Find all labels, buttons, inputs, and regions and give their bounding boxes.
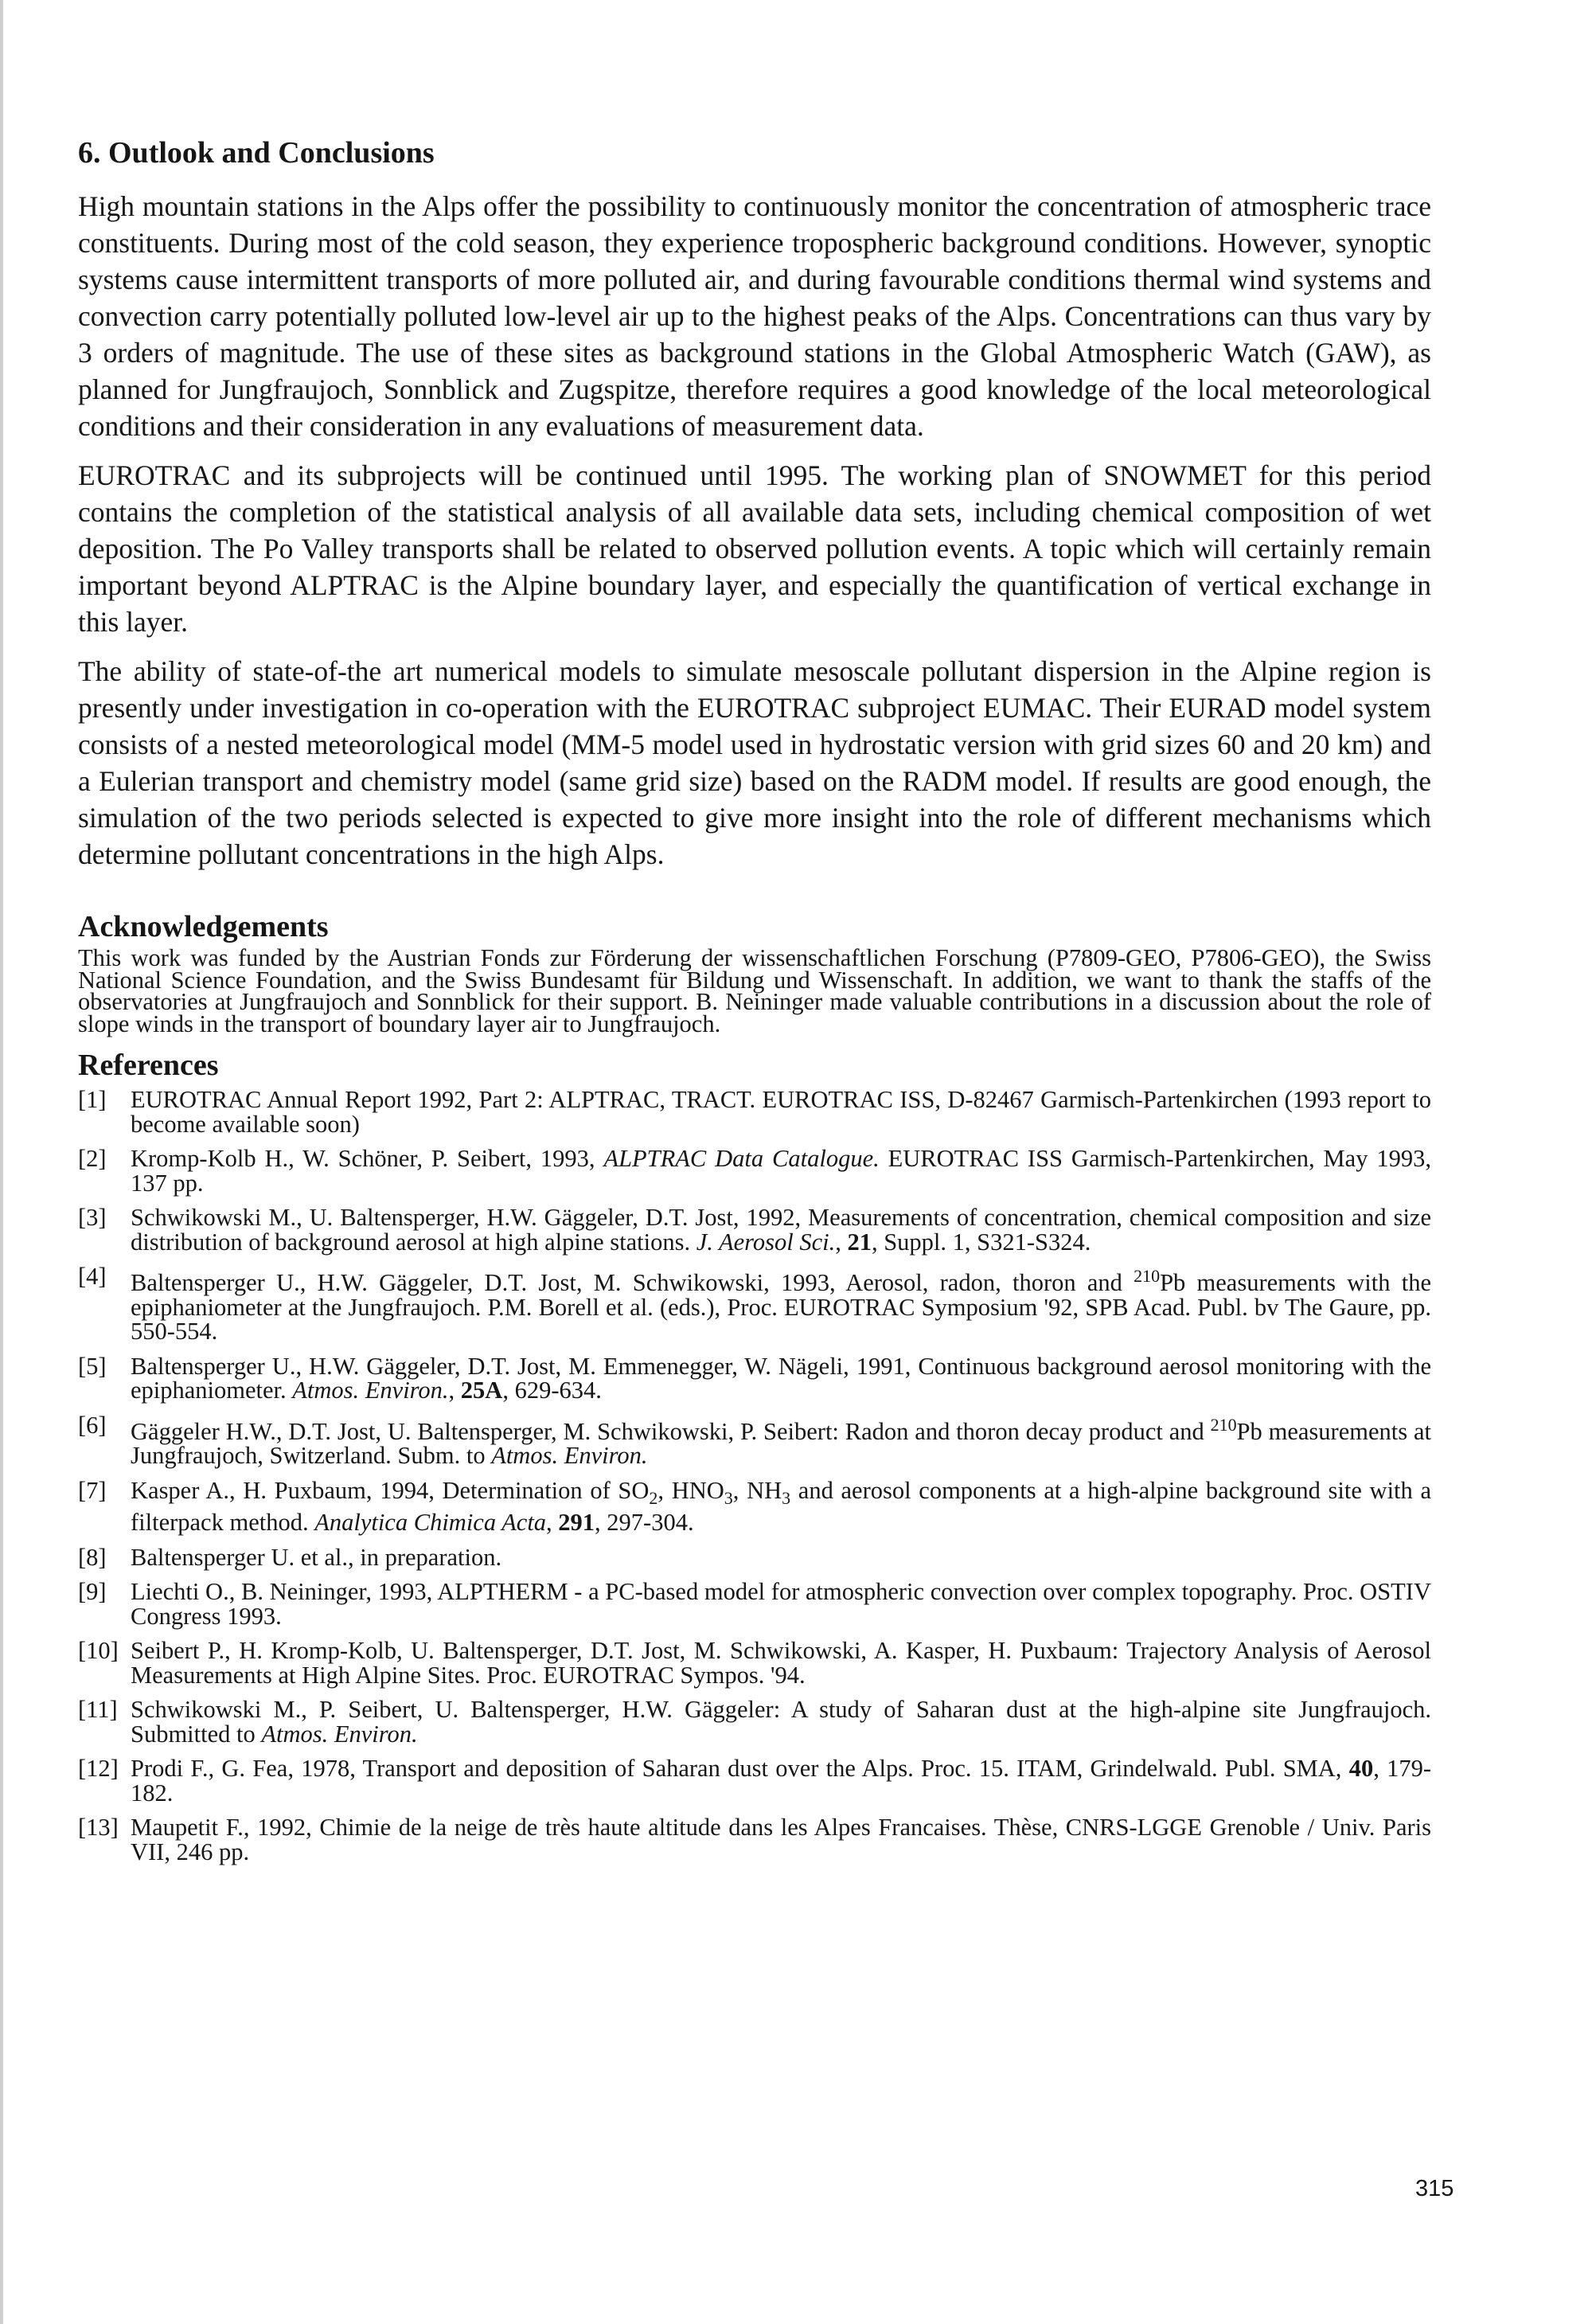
reference-item — [78, 1205, 1431, 1254]
section-heading-outlook: 6. Outlook and Conclusions — [78, 136, 435, 170]
reference-i-run: Atmos. Environ. — [261, 1720, 418, 1748]
reference-text — [131, 1637, 1431, 1689]
reference-text-run: Baltensperger U., H.W. Gäggeler, D.T. Jost, M. Emmenegger, W. Nägeli, 1991, Continuous background aerosol monitoring with the epiphaniometer. — [131, 1352, 1431, 1404]
reference-list — [78, 1088, 1431, 1864]
reference-b-run: 21 — [847, 1228, 872, 1256]
reference-number: [3] — [78, 1204, 107, 1231]
reference-text — [131, 1544, 501, 1571]
reference-text — [131, 1145, 1431, 1197]
reference-text-run: Seibert P., H. Kromp-Kolb, U. Baltensperger, D.T. Jost, M. Schwikowski, A. Kasper, H. Puxbaum: Trajectory Analysis of Aerosol Measurements at High Alpine Sites. Proc. EUROTRAC Sympos. '94. — [131, 1637, 1431, 1689]
reference-item — [78, 1815, 1431, 1864]
reference-text-run: Schwikowski M., P. Seibert, U. Baltensperger, H.W. Gäggeler: A study of Saharan dust at the high-alpine site Jungfraujoch. Submitted to — [131, 1696, 1431, 1748]
reference-text-run: , 179-182. — [131, 1755, 1431, 1806]
reference-text-run: and aerosol components at a high-alpine background site with a filterpack method. — [131, 1476, 1431, 1537]
reference-item — [78, 1639, 1431, 1687]
reference-sup-run: 210 — [1210, 1414, 1237, 1435]
reference-text-run: EUROTRAC Annual Report 1992, Part 2: ALPTRAC, TRACT. EUROTRAC ISS, D-82467 Garmisch-Partenkirchen (1993 report to become available soon) — [131, 1086, 1431, 1138]
scan-edge — [0, 0, 3, 2324]
reference-text-run: Baltensperger U., H.W. Gäggeler, D.T. Jost, M. Schwikowski, 1993, Aerosol, radon, thoron and — [131, 1269, 1134, 1297]
reference-number: [12] — [78, 1755, 119, 1783]
reference-text-run: Gäggeler H.W., D.T. Jost, U. Baltensperger, M. Schwikowski, P. Seibert: Radon and thoron decay product and — [131, 1417, 1211, 1445]
reference-text-run: Pb measurements at Jungfraujoch, Switzerland. Subm. to — [131, 1417, 1431, 1470]
reference-text-run: EUROTRAC ISS Garmisch-Partenkirchen, May 1993, 137 pp. — [131, 1145, 1431, 1197]
reference-text — [131, 1086, 1431, 1138]
reference-number: [6] — [78, 1411, 107, 1439]
reference-text — [131, 1814, 1431, 1865]
reference-number: [10] — [78, 1637, 119, 1665]
page-content — [78, 134, 1431, 1874]
reference-text-run: Schwikowski M., U. Baltensperger, H.W. Gäggeler, D.T. Jost, 1992, Measurements of concentration, chemical composition and size distribution of background aerosol at high alpine stations. — [131, 1204, 1431, 1256]
reference-text-run: , — [448, 1377, 461, 1404]
reference-i-run: ALPTRAC Data Catalogue. — [603, 1145, 880, 1172]
reference-text — [131, 1578, 1431, 1630]
reference-item — [78, 1088, 1431, 1136]
reference-text — [131, 1353, 1431, 1404]
reference-number: [11] — [78, 1696, 118, 1724]
reference-text-run: Kasper A., H. Puxbaum, 1994, Determination of SO — [131, 1476, 650, 1504]
reference-text — [131, 1696, 1431, 1748]
reference-sub-run: 3 — [724, 1487, 733, 1508]
reference-sup-run: 210 — [1134, 1266, 1161, 1286]
reference-item — [78, 1545, 1431, 1570]
reference-number: [5] — [78, 1352, 107, 1380]
outlook-paragraph-3: The ability of state-of-the art numerical models to simulate mesoscale pollutant dispersion in the Alpine region is presently under investigation in co-operation with the EUROTRAC subproject EUMAC. Their EURAD model system consists of a nested meteorological model (MM-5 model used in hydrostatic version with grid sizes 60 and 20 km) and a Eulerian transport and chemistry model (same grid size) based on the RADM model. If results are good enough, the simulation of the two periods selected is expected to give more insight into the role of different mechanisms which determine pollutant concentrations in the high Alps. — [78, 655, 1431, 870]
reference-i-run: J. Aerosol Sci. — [696, 1228, 836, 1256]
reference-number: [4] — [78, 1263, 107, 1290]
reference-number: [8] — [78, 1543, 107, 1571]
acknowledgements-text: This work was funded by the Austrian Fonds zur Förderung der wissenschaftlichen Forschung (P7809-GEO, P7806-GEO), the Swiss National Science Foundation, and the Swiss Bundesamt für Bildung und Wissenschaft. In addition, we want to thank the staffs of the observatories at Jungfraujoch and Sonnblick for their support. B. Neininger made valuable contributions in a discussion about the role of slope winds in the transport of boundary layer air to Jungfraujoch. — [78, 944, 1431, 1037]
reference-text-run: Kromp-Kolb H., W. Schöner, P. Seibert, 1993, — [131, 1145, 604, 1172]
reference-text-run: , 629-634. — [502, 1377, 602, 1404]
reference-i-run: Atmos. Environ. — [292, 1377, 449, 1404]
reference-text-run: , NH — [732, 1476, 782, 1504]
reference-b-run: 40 — [1348, 1755, 1374, 1783]
reference-number: [7] — [78, 1476, 107, 1504]
reference-item — [78, 1580, 1431, 1628]
reference-text-run: , — [835, 1228, 848, 1256]
reference-item — [78, 1697, 1431, 1746]
reference-item — [78, 1756, 1431, 1805]
reference-sub-run: 3 — [782, 1487, 791, 1508]
reference-text-run: , Suppl. 1, S321-S324. — [871, 1228, 1091, 1256]
reference-text-run: , HNO — [657, 1476, 724, 1504]
reference-text-run: , — [546, 1509, 559, 1537]
reference-i-run: Analytica Chimica Acta — [314, 1509, 547, 1537]
reference-item — [78, 1146, 1431, 1195]
section-heading-acknowledgements: Acknowledgements — [78, 910, 329, 943]
outlook-paragraph-1: High mountain stations in the Alps offer the possibility to continuously monitor the concentration of atmospheric trace constituents. During most of the cold season, they experience tropospheric background conditions. However, synoptic systems cause intermittent transports of more polluted air, and during favourable conditions thermal wind systems and convection carry potentially polluted low-level air up to the highest peaks of the Alps. Concentrations can thus vary by 3 orders of magnitude. The use of these sites as background stations in the Global Atmospheric Watch (GAW), as planned for Jungfraujoch, Sonnblick and Zugspitze, therefore requires a good knowledge of the local meteorological conditions and their consideration in any evaluations of measurement data. — [78, 190, 1431, 442]
reference-number: [9] — [78, 1578, 107, 1606]
reference-number: [1] — [78, 1086, 107, 1113]
reference-item — [78, 1264, 1431, 1344]
reference-text — [131, 1414, 1431, 1470]
reference-sub-run: 2 — [649, 1487, 658, 1508]
reference-text-run: , 297-304. — [595, 1509, 694, 1537]
reference-text-run: Pb measurements with the epiphaniometer at the Jungfraujoch. P.M. Borell et al. (eds.), Proc. EUROTRAC Symposium '92, SPB Acad. Publ. bv The Gaure, pp. 550-554. — [131, 1269, 1431, 1346]
reference-item — [78, 1478, 1431, 1535]
reference-item — [78, 1413, 1431, 1468]
page-number: 315 — [1415, 2176, 1454, 2201]
reference-b-run: 25A — [460, 1377, 503, 1404]
reference-b-run: 291 — [558, 1509, 595, 1537]
reference-number: [2] — [78, 1145, 107, 1172]
reference-text-run: Prodi F., G. Fea, 1978, Transport and deposition of Saharan dust over the Alps. Proc. 15. ITAM, Grindelwald. Publ. SMA, — [131, 1755, 1349, 1783]
reference-text-run: Liechti O., B. Neininger, 1993, ALPTHERM - a PC-based model for atmospheric convection over complex topography. Proc. OSTIV Congress 1993. — [131, 1578, 1431, 1630]
reference-text — [131, 1204, 1431, 1256]
section-heading-references: References — [78, 1049, 219, 1082]
reference-item — [78, 1354, 1431, 1403]
reference-text — [131, 1477, 1431, 1537]
reference-i-run: Atmos. Environ. — [491, 1442, 648, 1470]
outlook-paragraph-2: EUROTRAC and its subprojects will be continued until 1995. The working plan of SNOWMET for this period contains the completion of the statistical analysis of all available data sets, including chemical composition of wet deposition. The Po Valley transports shall be related to observed pollution events. A topic which will certainly remain important beyond ALPTRAC is the Alpine boundary layer, and especially the quantification of vertical exchange in this layer. — [78, 459, 1431, 638]
reference-text — [131, 1755, 1431, 1806]
reference-number: [13] — [78, 1814, 119, 1842]
reference-text-run: Baltensperger U. et al., in preparation. — [131, 1543, 502, 1571]
reference-text — [131, 1266, 1431, 1346]
reference-text-run: Maupetit F., 1992, Chimie de la neige de très haute altitude dans les Alpes Francaises. Thèse, CNRS-LGGE Grenoble / Univ. Paris VII, 246 pp. — [131, 1814, 1431, 1865]
